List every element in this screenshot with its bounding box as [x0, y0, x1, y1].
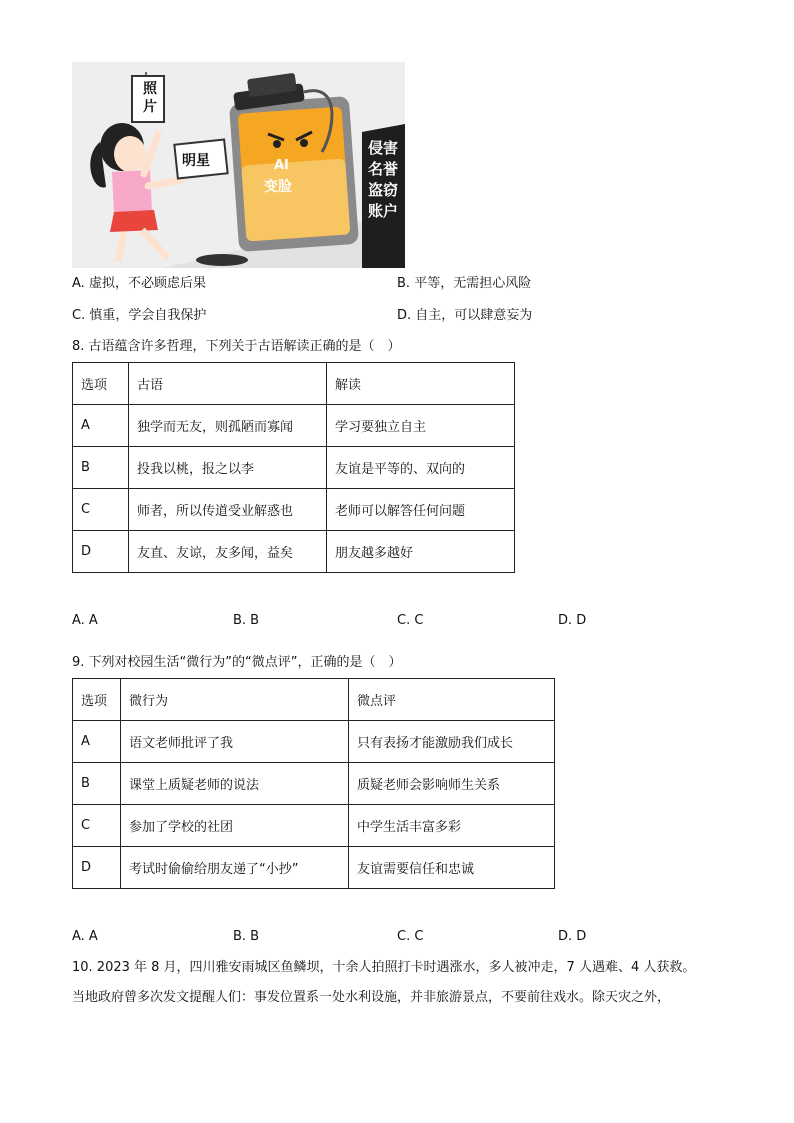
- phone-face-swap-label: 变脸: [264, 179, 292, 195]
- q8-answer-a: A. A: [72, 613, 98, 628]
- option-text: 虚拟，不必顾虑后果: [88, 276, 206, 291]
- table-cell: D: [73, 847, 121, 889]
- table-cell: C: [73, 489, 129, 531]
- side-text-line: 账户: [368, 202, 399, 220]
- photo-sign-label: 照片: [143, 81, 157, 115]
- option-letter: A.: [72, 276, 85, 291]
- q9-stem: 9. 下列对校园生活“微行为”的“微点评”，正确的是（ ）: [72, 655, 402, 670]
- side-text-line: 盗窃: [368, 181, 399, 199]
- table-header-cell: 选项: [73, 679, 121, 721]
- q9-answer-b: B. B: [233, 929, 260, 944]
- table-cell: D: [73, 531, 129, 573]
- q8-answer-d: D. D: [558, 613, 587, 628]
- option-text: 自主，可以肆意妄为: [415, 308, 533, 323]
- table-cell: 友谊是平等的、双向的: [327, 447, 515, 489]
- table-cell: 朋友越多越好: [327, 531, 515, 573]
- table-cell: 只有表扬才能激励我们成长: [349, 721, 555, 763]
- side-text-line: 侵害: [368, 139, 399, 157]
- table-cell: 友谊需要信任和忠诚: [349, 847, 555, 889]
- table-row: [73, 763, 555, 805]
- phone-ai-label: AI: [274, 158, 289, 173]
- table-row: [73, 805, 555, 847]
- q9-answer-a: A. A: [72, 929, 98, 944]
- table-cell: A: [73, 405, 129, 447]
- option-letter: B.: [397, 276, 411, 291]
- table-header-cell: 解读: [327, 363, 515, 405]
- table-cell: 参加了学校的社团: [121, 805, 349, 847]
- table-row: [73, 489, 515, 531]
- cartoon-illustration: [72, 62, 405, 268]
- table-cell: C: [73, 805, 121, 847]
- table-row: [73, 447, 515, 489]
- q8-answer-c: C. C: [397, 613, 424, 628]
- table-cell: B: [73, 447, 129, 489]
- option-letter: D.: [397, 308, 412, 323]
- table-row: [73, 721, 555, 763]
- table-cell: 学习要独立自主: [327, 405, 515, 447]
- table-cell: 语文老师批评了我: [121, 721, 349, 763]
- table-cell: 投我以桃，报之以李: [129, 447, 327, 489]
- table-row: [73, 847, 555, 889]
- q7-option-a: [72, 275, 206, 293]
- q8-table: [72, 362, 515, 573]
- q10-line-2: 当地政府曾多次发文提醒人们：事发位置系一处水利设施，并非旅游景点，不要前往戏水。除天灾之外，: [72, 990, 671, 1005]
- table-header-cell: 微行为: [121, 679, 349, 721]
- q10-line-1: 10. 2023 年 8 月，四川雅安雨城区鱼鳞坝，十余人拍照打卡时遇涨水，多人被冲走，7 人遇难、4 人获救。: [72, 960, 696, 975]
- table-header-cell: 古语: [129, 363, 327, 405]
- star-sign-label: 明星: [182, 153, 210, 169]
- side-banner-text: [368, 138, 404, 222]
- cartoon-svg: [72, 62, 405, 268]
- q9-answer-c: C. C: [397, 929, 424, 944]
- table-cell: 中学生活丰富多彩: [349, 805, 555, 847]
- table-cell: 师者，所以传道受业解惑也: [129, 489, 327, 531]
- table-cell: 独学而无友，则孤陋而寡闻: [129, 405, 327, 447]
- table-cell: B: [73, 763, 121, 805]
- table-header-row: [73, 679, 555, 721]
- table-header-cell: 微点评: [349, 679, 555, 721]
- q9-answer-d: D. D: [558, 929, 587, 944]
- table-cell: 课堂上质疑老师的说法: [121, 763, 349, 805]
- table-cell: 友直、友谅，友多闻，益矣: [129, 531, 327, 573]
- q7-option-d: [397, 307, 532, 325]
- q9-table: [72, 678, 555, 889]
- option-text: 慎重，学会自我保护: [89, 308, 207, 323]
- phone-figure: [229, 73, 359, 252]
- table-cell: 考试时偷偷给朋友递了“小抄”: [121, 847, 349, 889]
- table-cell: 质疑老师会影响师生关系: [349, 763, 555, 805]
- option-text: 平等，无需担心风险: [414, 276, 532, 291]
- side-text-line: 名誉: [368, 160, 399, 178]
- table-row: [73, 531, 515, 573]
- q8-stem: 8. 古语蕴含许多哲理，下列关于古语解读正确的是（ ）: [72, 339, 401, 354]
- q8-answer-b: B. B: [233, 613, 260, 628]
- table-row: [73, 405, 515, 447]
- table-cell: A: [73, 721, 121, 763]
- table-cell: 老师可以解答任何问题: [327, 489, 515, 531]
- q7-option-c: [72, 307, 206, 325]
- q10-paragraph: [72, 953, 732, 1013]
- q7-option-b: [397, 275, 531, 293]
- table-header-cell: 选项: [73, 363, 129, 405]
- option-letter: C.: [72, 308, 86, 323]
- table-header-row: [73, 363, 515, 405]
